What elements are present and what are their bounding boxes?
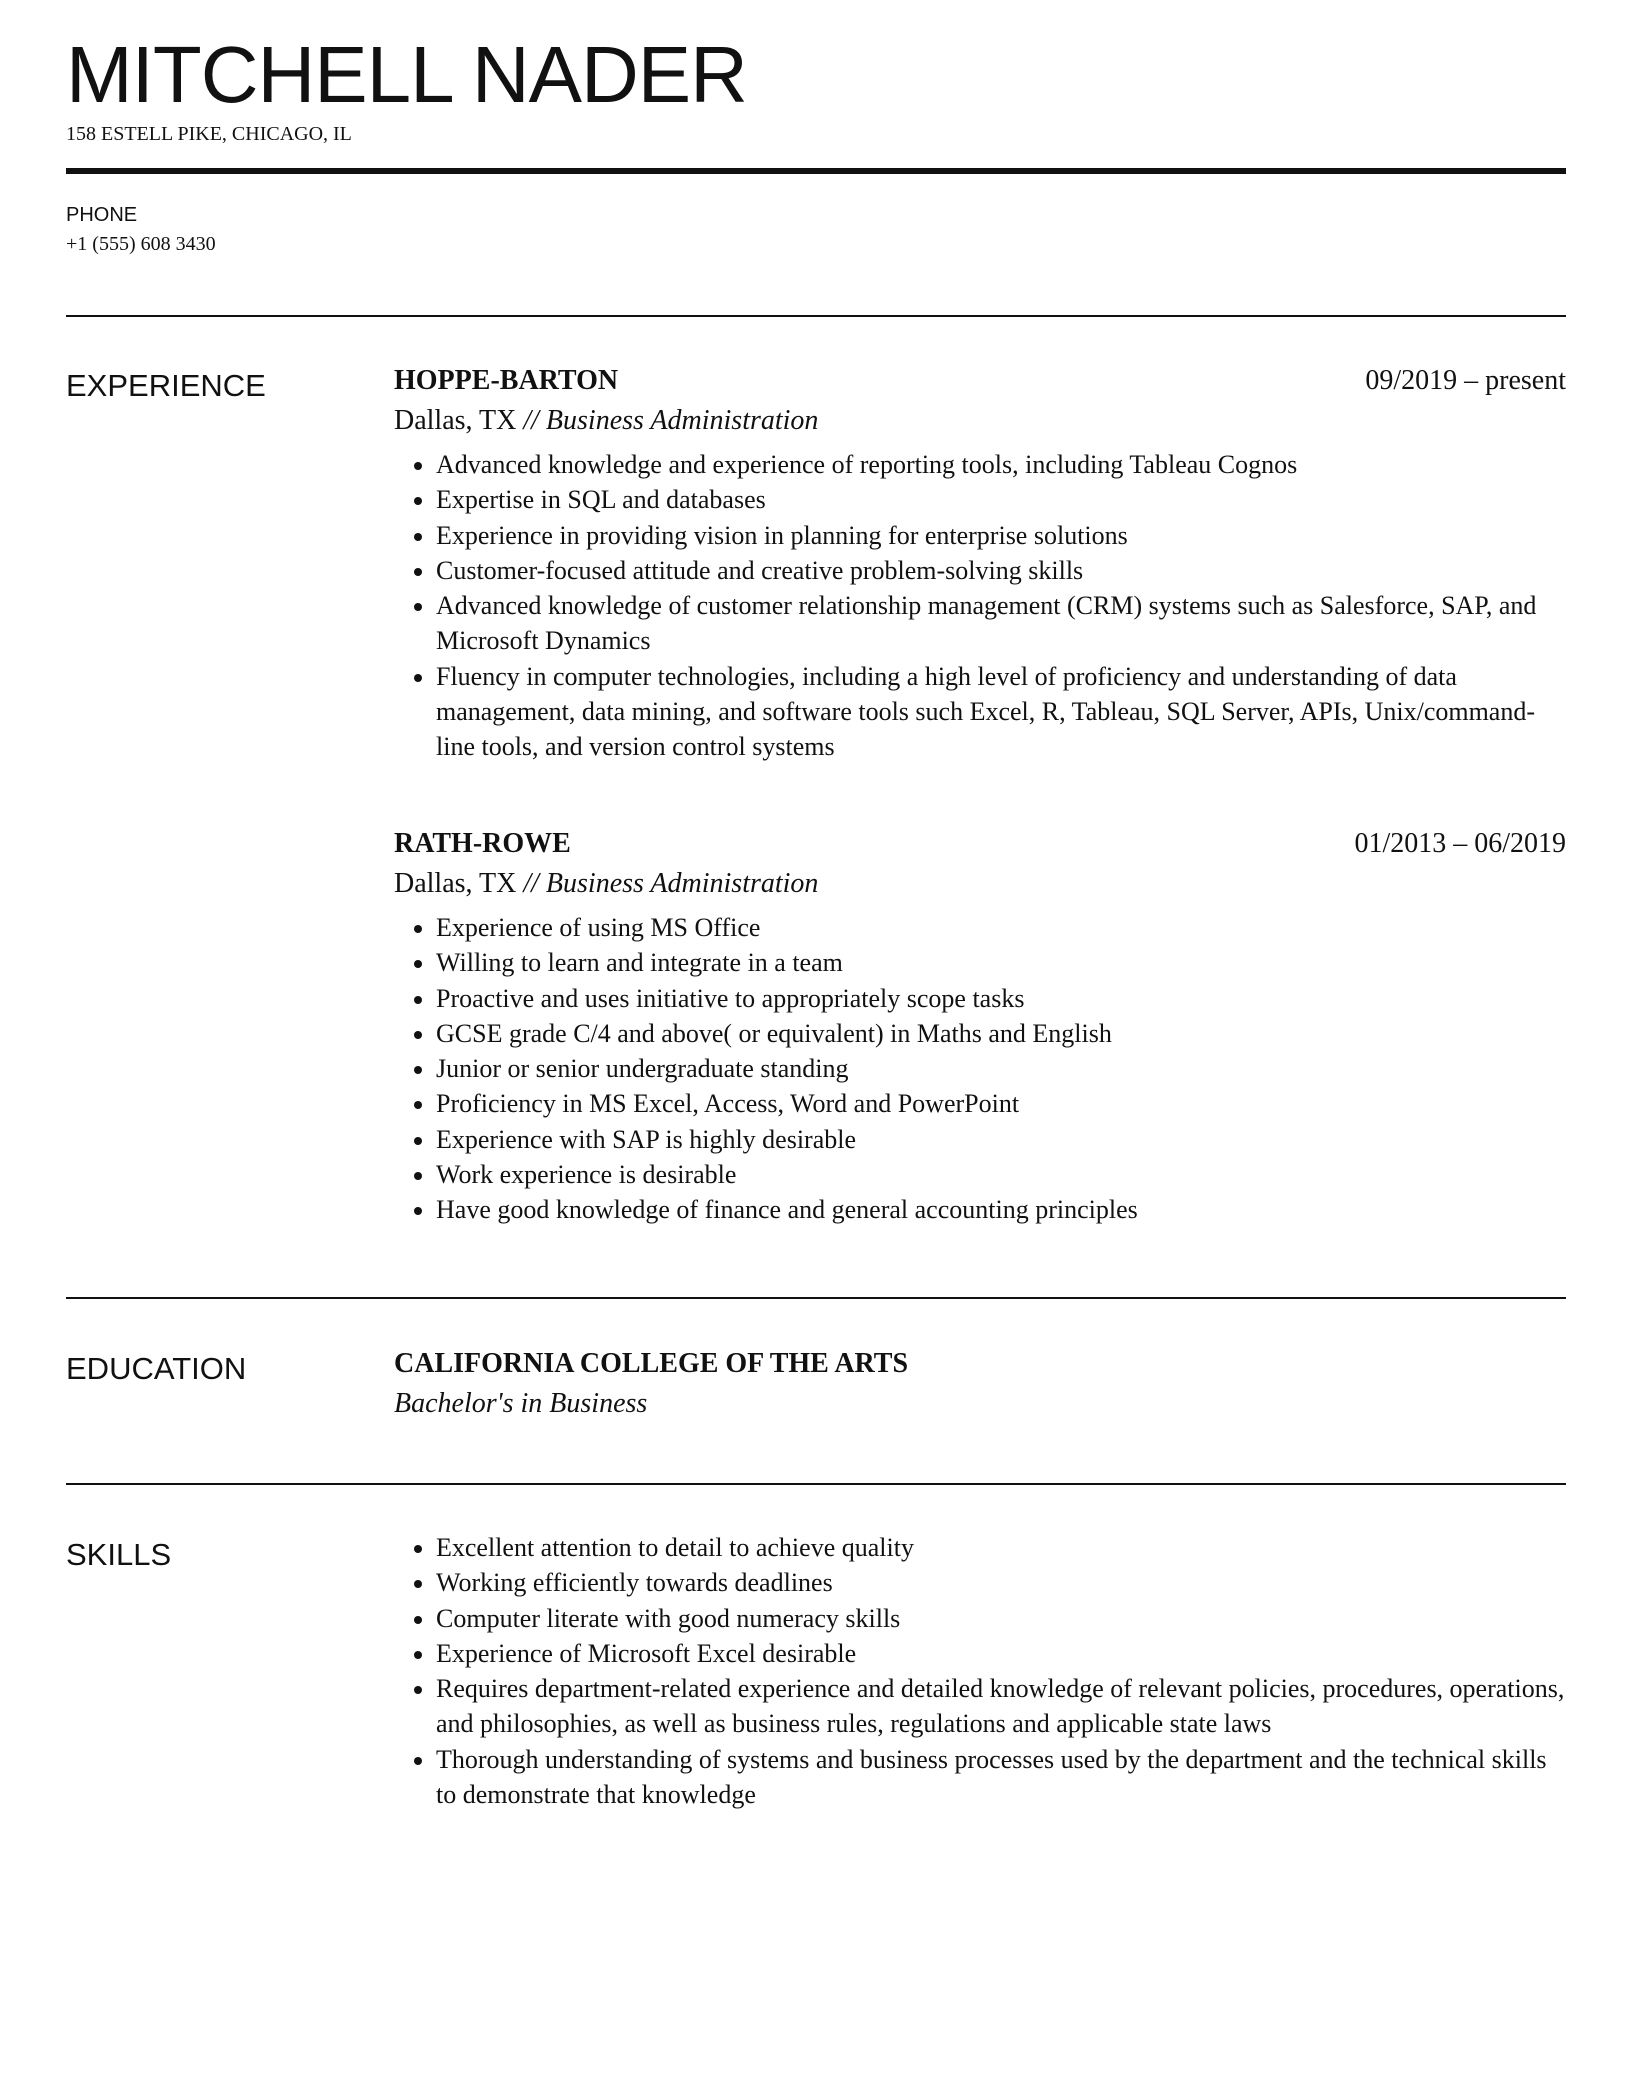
list-item: Excellent attention to detail to achieve quality xyxy=(436,1530,1566,1565)
list-item: Advanced knowledge of customer relationship management (CRM) systems such as Salesforce, SAP, and Microsoft Dynamics xyxy=(436,588,1566,659)
school-name: CALIFORNIA COLLEGE OF THE ARTS xyxy=(394,1348,909,1379)
list-item: Fluency in computer technologies, including a high level of proficiency and understanding of data management, data mining, and software tools such Excel, R, Tableau, SQL Server, APIs, Unix/command-line tools, and version control systems xyxy=(436,659,1566,765)
list-item: Experience in providing vision in planning for enterprise solutions xyxy=(436,518,1566,553)
job-subtitle xyxy=(394,866,1566,906)
list-item: Experience of using MS Office xyxy=(436,910,1566,945)
list-item: Expertise in SQL and databases xyxy=(436,482,1566,517)
section-divider xyxy=(66,1297,1566,1299)
list-item: Experience with SAP is highly desirable xyxy=(436,1122,1566,1157)
job-company: HOPPE-BARTON xyxy=(394,365,619,396)
list-item: Proficiency in MS Excel, Access, Word and PowerPoint xyxy=(436,1086,1566,1121)
section-divider xyxy=(66,315,1566,317)
job-bullet-list xyxy=(394,447,1566,765)
list-item: Have good knowledge of finance and general accounting principles xyxy=(436,1192,1566,1227)
list-item: Junior or senior undergraduate standing xyxy=(436,1051,1566,1086)
job-role: Business Administration xyxy=(545,405,819,436)
list-item: Requires department-related experience and detailed knowledge of relevant policies, procedures, operations, and philosophies, as well as business rules, regulations and applicable state laws xyxy=(436,1671,1566,1742)
job-subtitle xyxy=(394,403,1566,443)
list-item: Work experience is desirable xyxy=(436,1157,1566,1192)
job-separator: // xyxy=(523,405,539,436)
header-divider xyxy=(66,168,1566,174)
list-item: Experience of Microsoft Excel desirable xyxy=(436,1636,1566,1671)
section-divider xyxy=(66,1483,1566,1485)
job-entry xyxy=(394,363,1566,765)
list-item: Proactive and uses initiative to appropriately scope tasks xyxy=(436,981,1566,1016)
skills-section-title: SKILLS xyxy=(66,1537,172,1572)
experience-section-title: EXPERIENCE xyxy=(66,368,266,403)
list-item: GCSE grade C/4 and above( or equivalent) in Maths and English xyxy=(436,1016,1566,1051)
list-item: Customer-focused attitude and creative problem-solving skills xyxy=(436,553,1566,588)
phone-number: +1 (555) 608 3430 xyxy=(66,233,216,255)
job-dates: 01/2013 – 06/2019 xyxy=(1354,828,1566,859)
education-section-title: EDUCATION xyxy=(66,1351,247,1386)
job-separator: // xyxy=(523,868,539,899)
list-item: Computer literate with good numeracy skills xyxy=(436,1601,1566,1636)
candidate-name: MITCHELL NADER xyxy=(66,30,747,119)
job-entry xyxy=(394,826,1566,1228)
education-entry xyxy=(394,1346,1566,1422)
job-dates: 09/2019 – present xyxy=(1365,365,1566,396)
job-location: Dallas, TX xyxy=(394,405,517,436)
job-bullet-list xyxy=(394,910,1566,1228)
candidate-address: 158 ESTELL PIKE, CHICAGO, IL xyxy=(66,123,352,145)
list-item: Advanced knowledge and experience of reporting tools, including Tableau Cognos xyxy=(436,447,1566,482)
list-item: Thorough understanding of systems and business processes used by the department and the technical skills to demonstrate that knowledge xyxy=(436,1742,1566,1813)
job-role: Business Administration xyxy=(545,868,819,899)
phone-label: PHONE xyxy=(66,204,138,226)
job-location: Dallas, TX xyxy=(394,868,517,899)
degree: Bachelor's in Business xyxy=(394,1388,648,1419)
skills-entry xyxy=(394,1530,1566,1812)
skills-bullet-list xyxy=(394,1530,1566,1812)
job-company: RATH-ROWE xyxy=(394,828,571,859)
list-item: Willing to learn and integrate in a team xyxy=(436,945,1566,980)
list-item: Working efficiently towards deadlines xyxy=(436,1565,1566,1600)
